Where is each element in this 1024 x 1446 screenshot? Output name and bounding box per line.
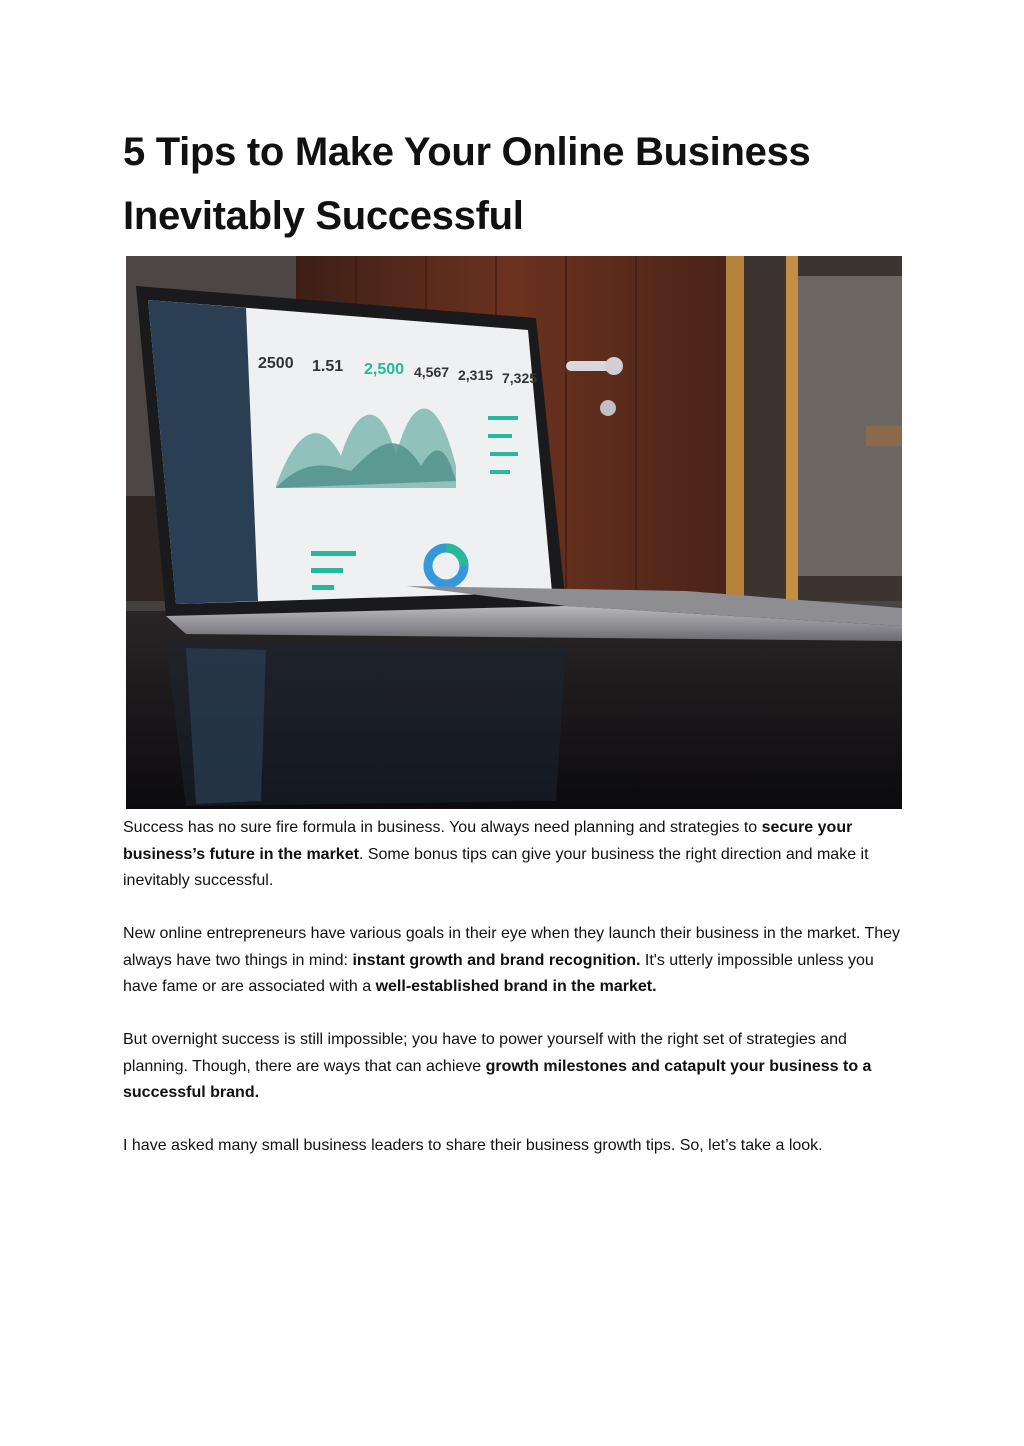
hero-image [126, 256, 902, 809]
text-run: Success has no sure fire formula in business. You always need planning and strategies to [123, 819, 762, 836]
bold-text: growth milestones and catapult your business to a successful brand. [123, 1057, 872, 1101]
article-title [123, 120, 923, 248]
svg-text:2,315: 2,315 [458, 367, 494, 383]
text-run: New online entrepreneurs have various goals in their eye when they launch their business in the market. They always have two things in mind: [123, 925, 901, 969]
text-run: But overnight success is still impossible; you have to power yourself with the right set of strategies and planning. Though, there are ways that can achieve [123, 1031, 847, 1075]
laptop-analytics-dashboard-photo-icon [126, 256, 902, 809]
title-line-1: 5 Tips to Make Your Online Business [123, 130, 811, 174]
article-body [123, 815, 908, 1186]
bold-text: instant growth and brand recognition. [352, 951, 641, 969]
text-run: I have asked many small business leaders to share their business growth tips. So, let’s take a look. [123, 1137, 823, 1154]
paragraph-1 [123, 815, 908, 895]
bold-text: secure your business’s future in the market [123, 819, 853, 863]
svg-text:1.51: 1.51 [312, 358, 344, 375]
svg-text:7,325: 7,325 [502, 370, 538, 386]
svg-text:2500: 2500 [258, 355, 294, 372]
text-run: It's utterly impossible unless you have fame or are associated with a [123, 951, 874, 995]
paragraph-3 [123, 1027, 908, 1107]
svg-text:2,500: 2,500 [364, 361, 405, 378]
text-run: . Some bonus tips can give your business the right direction and make it inevitably successful. [123, 845, 869, 889]
title-line-2: Inevitably Successful [123, 194, 524, 238]
svg-text:4,567: 4,567 [414, 364, 450, 380]
paragraph-4 [123, 1133, 908, 1160]
paragraph-2 [123, 921, 908, 1001]
bold-text: well-established brand in the market. [375, 978, 657, 995]
